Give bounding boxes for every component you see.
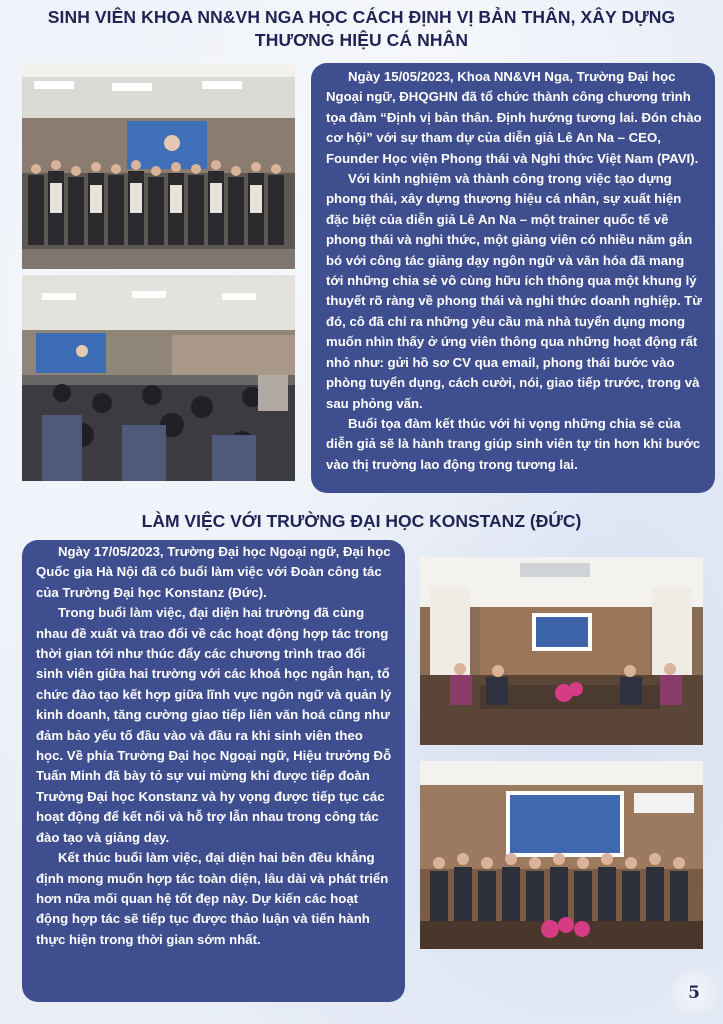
page-number: 5 [671,970,717,1016]
delegation-group-photo [420,761,703,949]
section2-title: LÀM VIỆC VỚI TRƯỜNG ĐẠI HỌC KONSTANZ (ĐỨC) [141,511,582,531]
audience-photo-seminar [22,275,295,481]
group-photo-seminar [22,63,295,269]
section2-paragraph: Kết thúc buổi làm việc, đại diện hai bên đều khẳng định mong muốn hợp tác toàn diện, lâu dài và phát triển hơn nữa mối quan hệ tốt đẹp này. Dự kiến các hoạt động hợp tác sẽ tiếp tục được thảo luận và tiến hành thực hiện trong thời gian sớm nhất. [36,850,389,947]
section1-paragraph: Ngày 15/05/2023, Khoa NN&VH Nga, Trường Đại học Ngoại ngữ, ĐHQGHN đã tổ chức thành công chương trình tọa đàm “Định vị bản thân. Định hướng tương lai. Đón chào cơ hội” với sự tham dự của diễn giả Lê An Na – CEO, Founder Học viện Phong thái và Nghi thức Việt Nam (PAVI). [326,69,702,166]
meeting-photo-konstanz [420,557,703,745]
section1-paragraph: Với kinh nghiệm và thành công trong việc tạo dựng phong thái, xây dựng thương hiệu cá nhân, sự xuất hiện đặc biệt của diễn giả Lê An Na – một trainer quốc tế về phong thái và nghi thức, một giảng viên có nhiều năm gắn bó với công tác giảng dạy ngôn ngữ và văn hóa đã mang tới những chia sẻ vô cùng hữu ích thông qua một khung lý thuyết rõ ràng về phong thái và nghi thức doanh nghiệp. Từ đó, cô đã chỉ ra những yêu cầu mà nhà tuyển dụng mong muốn nhìn thấy ở ứng viên thông qua những hoạt động rất nhỏ như: gửi hồ sơ CV qua email, phong thái bước vào phòng tuyển dụng, cách cười, nói, giao tiếp trước, trong và sau phỏng vấn. [326,171,702,411]
section2-paragraph: Ngày 17/05/2023, Trường Đại học Ngoại ngữ, Đại học Quốc gia Hà Nội đã có buổi làm việc với Đoàn công tác của Trường Đại học Konstanz (Đức). [36,544,391,600]
section1-paragraph: Buổi tọa đàm kết thúc với hi vọng những chia sẻ của diễn giả sẽ là hành trang giúp sinh viên tự tin hơn khi bước vào thị trường lao động trong tương lai. [326,415,701,472]
section2-article-panel [22,540,405,1002]
section1-article-panel [311,63,715,493]
section1-title: SINH VIÊN KHOA NN&VH NGA HỌC CÁCH ĐỊNH VỊ BẢN THÂN, XÂY DỰNG THƯƠNG HIỆU CÁ NHÂN [47,7,676,50]
section2-paragraph: Trong buổi làm việc, đại diện hai trường đã cùng nhau đề xuất và trao đổi về các hoạt động hợp tác trong thời gian tới như thúc đẩy các chương trình trao đổi sinh viên giữa hai trường với các khoá học ngắn hạn, tổ chức đào tạo kết hợp giữa lĩnh vực ngôn ngữ và quản lý kinh doanh, tăng cường giao tiếp liên văn hoá cũng như đảm bảo yếu tố đầu vào và đầu ra khi sinh viên theo học. Về phía Trường Đại học Ngoại ngữ, Hiệu trưởng Đỗ Tuấn Minh đã bày tỏ sự vui mừng khi được tiếp đoàn Trường Đại học Konstanz và hy vọng được tiếp tục các hoạt động để kết nối và hỗ trợ lẫn nhau trong công tác đào tạo và giảng dạy. [36,605,392,845]
